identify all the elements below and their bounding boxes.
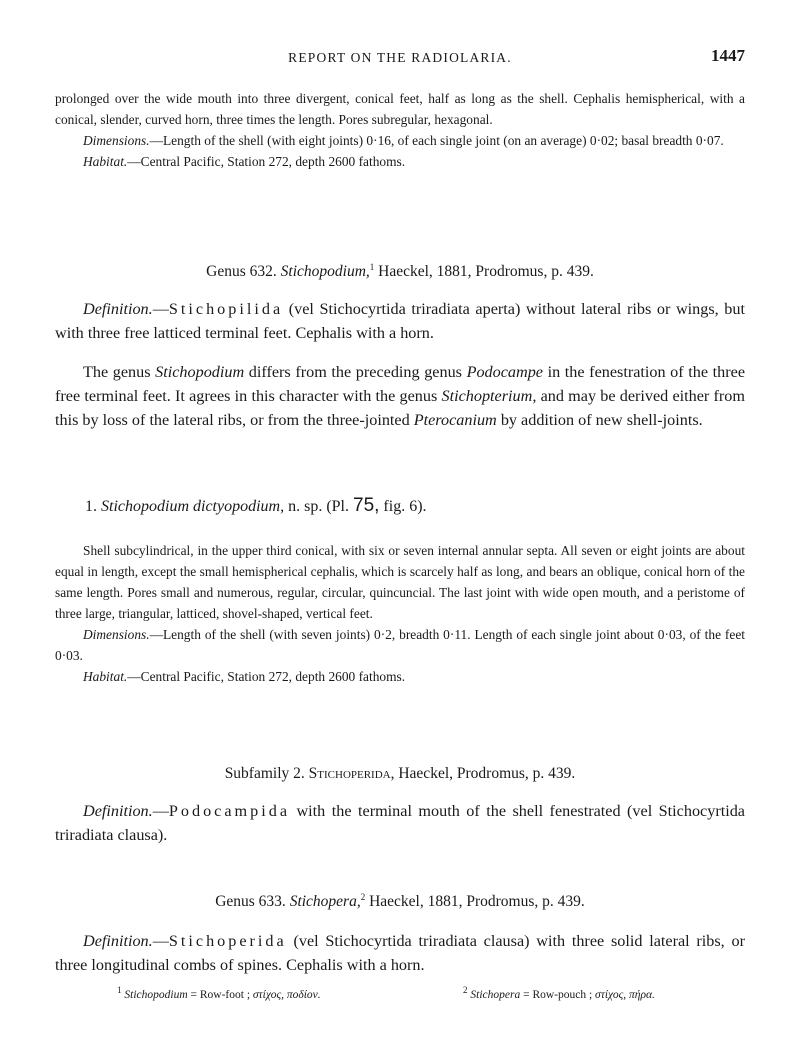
dimensions-label: Dimensions. [83,627,150,642]
continued-paragraph: prolonged over the wide mouth into three divergent, conical feet, half as long as the shell. Cephalis hemispherical, with a conical, slender, curved horn, three times the length. Pores subregular, hexagonal. [55,91,745,127]
para-italic: Stichopodium [155,363,245,381]
definition-label: Definition. [83,932,153,950]
genus-632-heading [55,262,745,281]
dimensions-label: Dimensions. [83,133,150,148]
genus-633-prefix: Genus 633. [215,893,286,911]
subfamily-definition [55,799,745,847]
footnote-1-greek: στίχος, ποδίον. [250,988,321,1001]
species-name: Stichopodium dictyopodium, [101,498,285,515]
subfamily-suffix: Haeckel, Prodromus, p. 439. [398,765,576,782]
para-italic: Pterocanium [413,411,497,429]
para-text: The genus [83,363,156,381]
page-number: 1447 [711,46,745,65]
habitat-text: —Central Pacific, Station 272, depth 2600 fathoms. [127,669,406,684]
definition-text: with the terminal mouth of the shell fenestrated (vel Stichocyrtida triradiata clausa). [55,802,745,844]
genus-633-suffix: Haeckel, 1881, Prodromus, p. 439. [369,893,585,911]
footnote-2-text: = Row-pouch ; [520,988,593,1001]
footnote-1-mark: 1 [117,985,122,995]
definition-group-name: Stichoperida [168,932,287,950]
footnote-1-text: = Row-foot ; [187,988,251,1001]
footnote-ref-1: 1 [369,262,375,272]
species-description [55,540,745,687]
genus-633-definition [55,929,745,977]
para-italic: Stichopterium, [441,387,537,405]
definition-dash: — [152,932,169,950]
species-desc-paragraph: Shell subcylindrical, in the upper third conical, with six or seven internal annular septa. All seven or eight joints are about equal in length, except the small hemispherical cephalis, which is scarcely half as long, and bears an oblique, conical horn of the same length. Pores small and numerous, regular, circular, quincuncial. The last joint with wide open mouth, and a peristome of three large, triangular, latticed, shovel-shaped, vertical feet. [55,543,745,621]
genus-632-prefix: Genus 632. [206,263,277,281]
genus-632-definition [55,297,745,345]
subfamily-heading [55,765,745,783]
footnote-1 [117,985,321,1001]
subfamily-prefix: Subfamily 2. [224,765,305,782]
definition-group-name: Stichopilida [168,300,284,318]
definition-group-name: Podocampida [168,802,291,820]
genus-632-name: Stichopodium, [280,263,370,281]
habitat-label: Habitat. [83,154,128,169]
habitat-line [55,151,745,172]
footnote-2 [463,985,655,1001]
para-text: differs from the preceding genus [244,363,467,381]
plate-number: 75, [353,495,380,516]
genus-632-paragraph [55,360,745,432]
footnote-ref-2: 2 [360,892,366,902]
running-head: REPORT ON THE RADIOLARIA. [288,50,512,65]
species-heading [55,495,745,517]
habitat-text: —Central Pacific, Station 272, depth 2600 fathoms. [127,154,406,169]
species-suffix-a: n. sp. (Pl. [288,498,349,515]
para-text: in the fenestration of the three free terminal feet. It agrees in this character with the genus [55,363,746,405]
dimensions-text: —Length of the shell (with eight joints) 0·16, of each single joint (on an average) 0·02; basal breadth 0·07. [149,133,724,148]
dimensions-line [55,624,745,666]
subfamily-name: Stichoperida, [308,765,395,782]
page-header [55,46,745,70]
definition-dash: — [152,802,169,820]
continued-description [55,88,745,172]
para-italic: Podocampe [466,363,543,381]
dimensions-line [55,130,745,151]
habitat-label: Habitat. [83,669,128,684]
footnote-2-mark: 2 [463,985,468,995]
genus-633-name: Stichopera, [289,893,361,911]
dimensions-text: —Length of the shell (with seven joints) 0·2, breadth 0·11. Length of each single joint about 0·03, of the feet 0·03. [55,627,745,663]
para-text: by addition of new shell-joints. [496,411,703,429]
habitat-line [55,666,745,687]
definition-text: (vel Stichocyrtida triradiata aperta) without lateral ribs or wings, but with three free latticed terminal feet. Cephalis with a horn. [55,300,745,342]
para-text: and may be derived either from this by loss of the lateral ribs, or from the three-jointed [55,387,745,429]
species-suffix-b: fig. 6). [383,498,427,515]
definition-label: Definition. [83,802,153,820]
footnote-2-greek: στίχος, πήρα. [592,988,655,1001]
footnote-2-term: Stichopera [470,988,521,1001]
genus-632-suffix: Haeckel, 1881, Prodromus, p. 439. [378,263,594,281]
footnote-1-term: Stichopodium [124,988,188,1001]
definition-label: Definition. [83,300,153,318]
definition-dash: — [152,300,169,318]
genus-633-heading [55,892,745,911]
species-number: 1. [85,498,97,515]
definition-text: (vel Stichocyrtida triradiata clausa) with three solid lateral ribs, or three longitudinal combs of spines. Cephalis with a horn. [55,932,745,974]
